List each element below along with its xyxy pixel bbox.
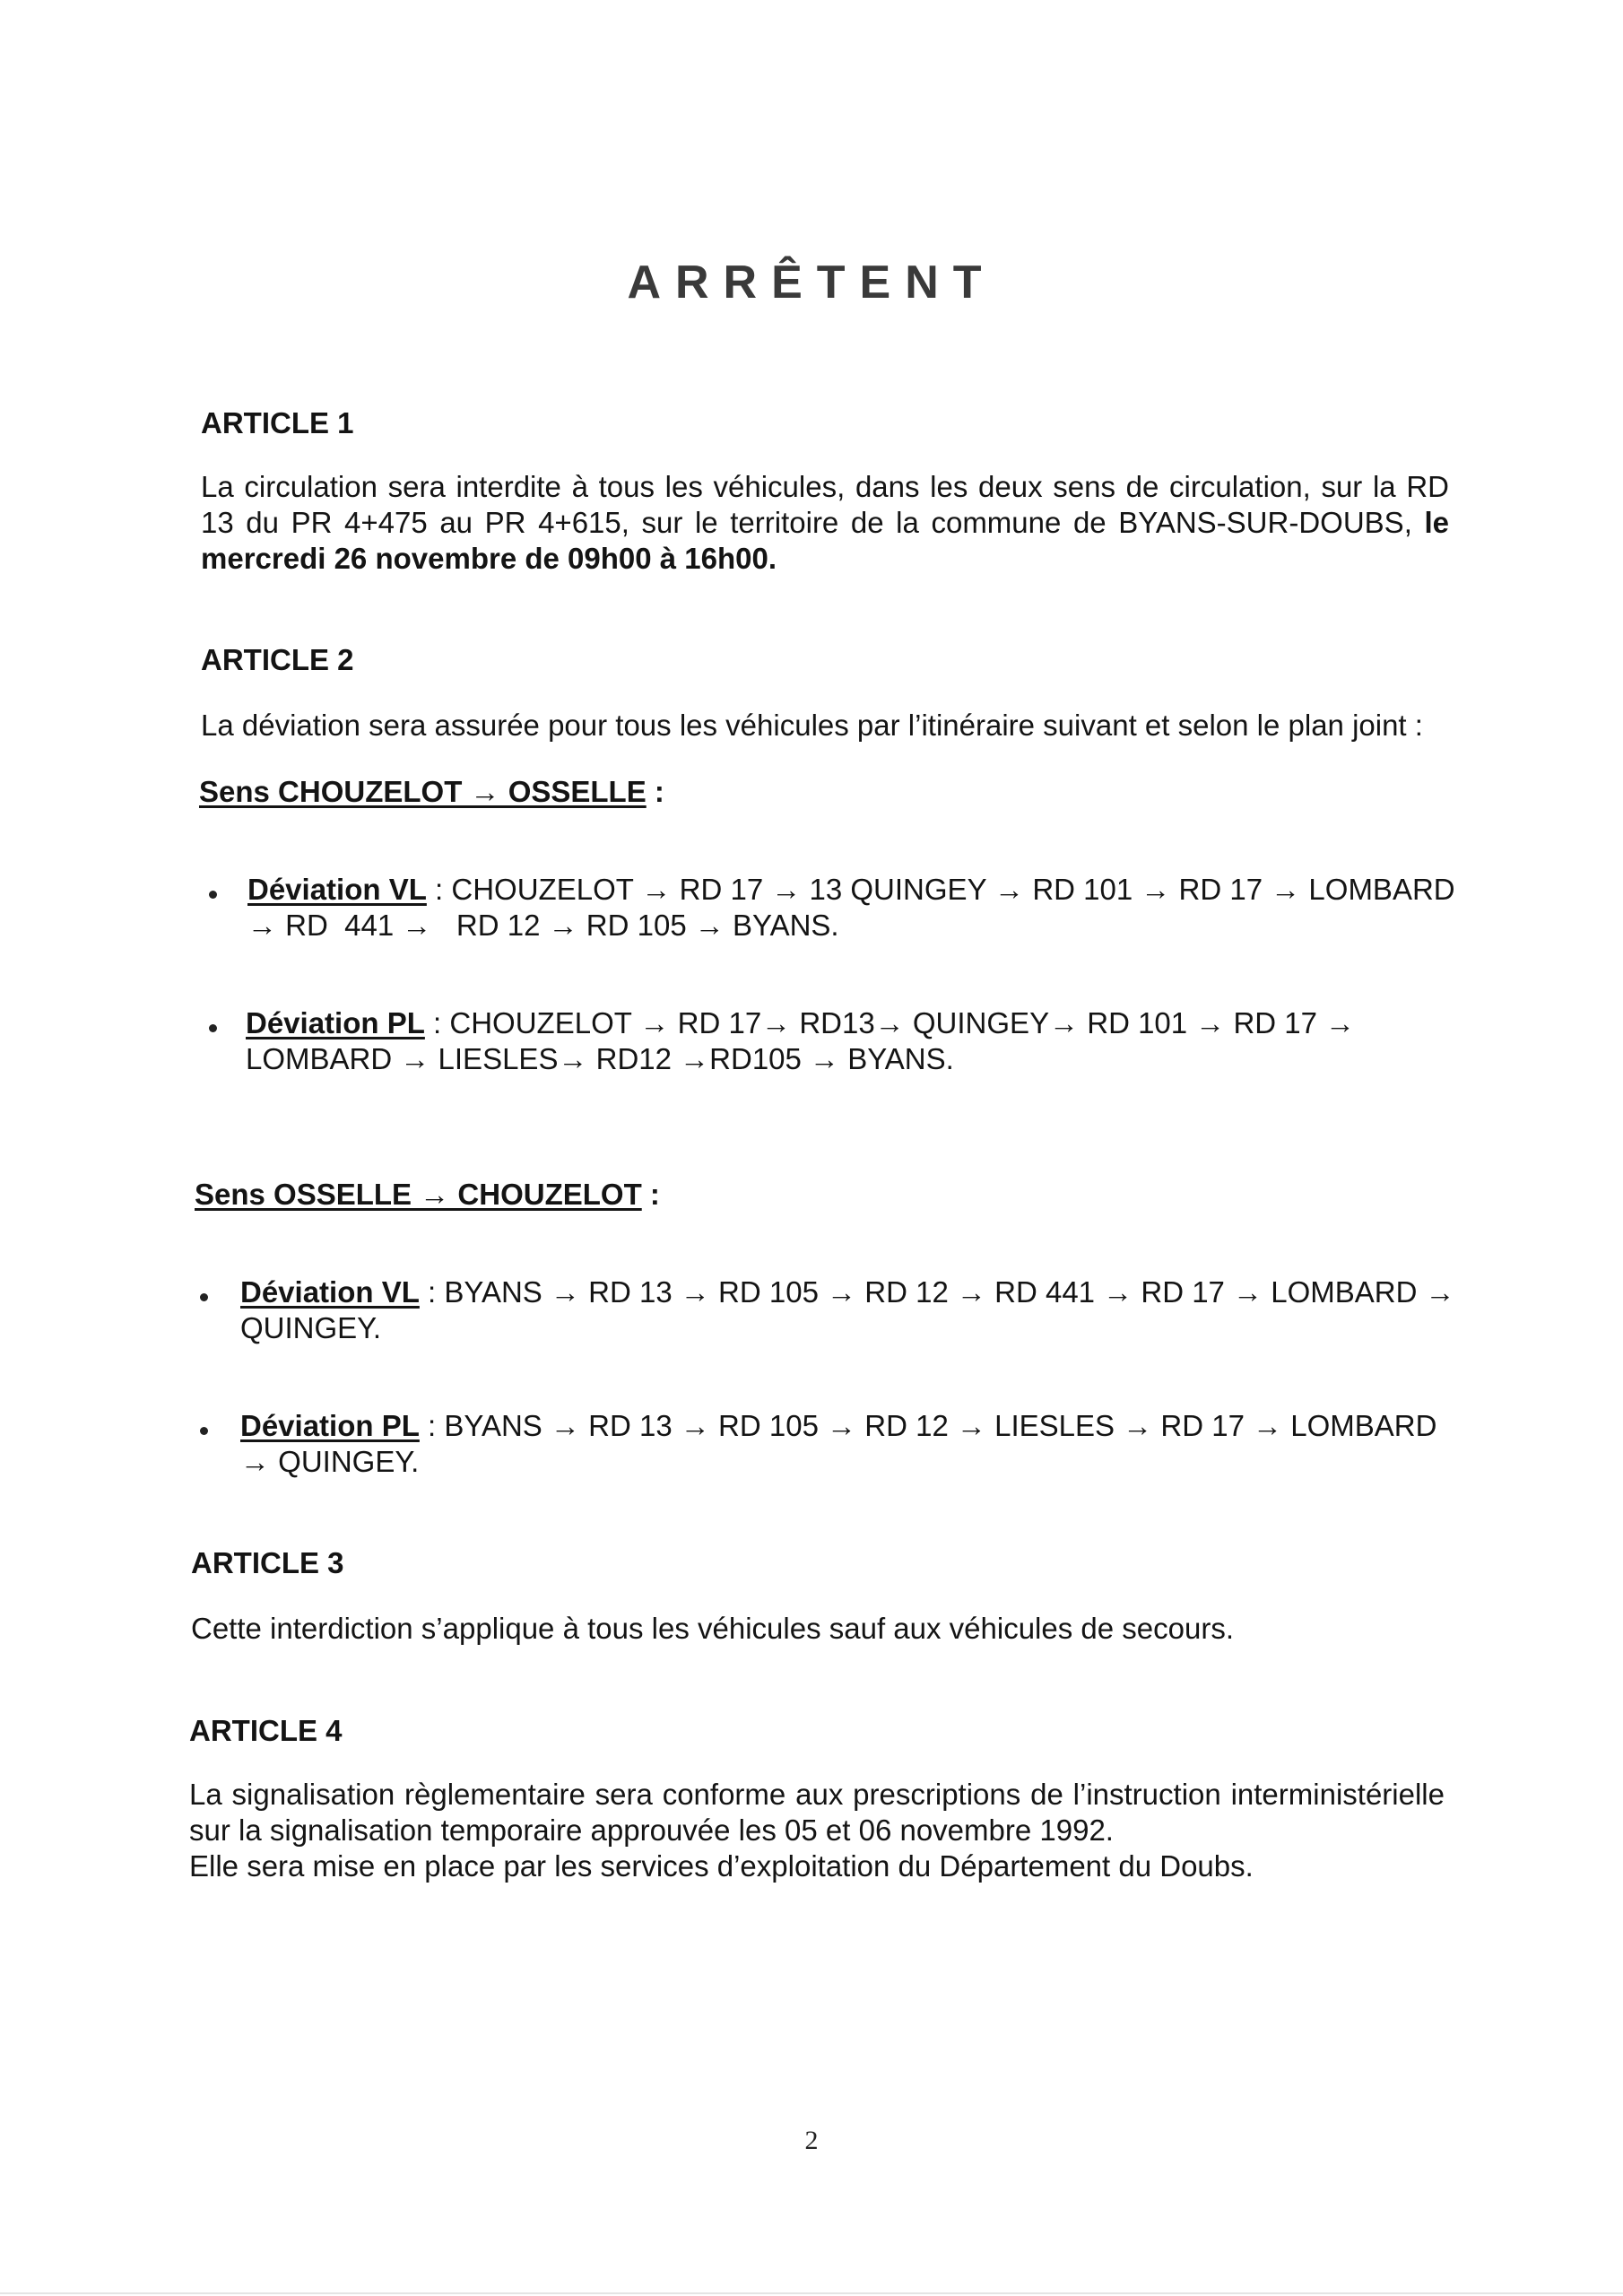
direction-2-colon: : — [641, 1178, 660, 1211]
direction-2-pl — [240, 1408, 1436, 1480]
article-2-intro: La déviation sera assurée pour tous les véhicules par l’itinéraire suivant et selon le plan joint : — [201, 709, 1423, 742]
direction-1-colon: : — [646, 775, 664, 808]
scan-edge-divider — [0, 2292, 1623, 2294]
bullet-icon — [200, 1427, 208, 1435]
route-text: CHOUZELOT → RD 17→ RD13→ QUINGEY→ RD 101 → RD 17 → — [449, 1006, 1356, 1039]
separator: : — [419, 1275, 445, 1309]
article-1-heading: ARTICLE 1 — [201, 406, 354, 439]
separator: : — [419, 1409, 445, 1442]
direction-1-title: Sens CHOUZELOT → OSSELLE — [199, 775, 647, 808]
direction-1-label — [199, 774, 664, 810]
direction-1-vl — [247, 872, 1455, 944]
route-text: BYANS → RD 13 → RD 105 → RD 12 → LIESLES → RD 17 → LOMBARD — [444, 1409, 1437, 1442]
direction-1-vl-line2: → RD 441 → RD 12 → RD 105 → BYANS. — [247, 909, 839, 942]
bullet-icon — [209, 891, 217, 899]
article-1-body — [201, 469, 1449, 577]
direction-1-pl — [246, 1005, 1355, 1077]
deviation-vl-label: Déviation VL — [240, 1275, 420, 1309]
deviation-pl-label: Déviation PL — [240, 1409, 420, 1442]
article-2-heading: ARTICLE 2 — [201, 643, 354, 676]
article-1-date: le mercredi 26 novembre de 09h00 à 16h00. — [201, 506, 1450, 575]
page-title: ARRÊTENT — [627, 257, 996, 309]
direction-2-label — [195, 1177, 660, 1213]
direction-1-pl-line2: LOMBARD → LIESLES→ RD12 →RD105 → BYANS. — [246, 1042, 954, 1075]
route-text: BYANS → RD 13 → RD 105 → RD 12 → RD 441 → RD 17 → LOMBARD → — [444, 1275, 1455, 1309]
deviation-pl-label: Déviation PL — [246, 1006, 425, 1039]
article-4-heading: ARTICLE 4 — [189, 1714, 343, 1747]
bullet-icon — [209, 1024, 217, 1032]
article-1-text: La circulation sera interdite à tous les véhicules, dans les deux sens de circulation, sur la RD 13 du PR 4+475 au PR 4+615, sur le territoire de la commune de BYANS-SUR-DOUBS, — [201, 470, 1449, 539]
page-number: 2 — [804, 2126, 819, 2155]
bullet-icon — [200, 1293, 208, 1301]
direction-2-vl-line2: QUINGEY. — [240, 1311, 382, 1344]
article-4-body-2: Elle sera mise en place par les services d’exploitation du Département du Doubs. — [189, 1849, 1254, 1883]
direction-2-vl — [240, 1274, 1455, 1346]
article-3-heading: ARTICLE 3 — [191, 1546, 344, 1579]
direction-2-title: Sens OSSELLE → CHOUZELOT — [195, 1178, 642, 1211]
direction-2-vl-line1 — [240, 1274, 1455, 1310]
article-4-body: La signalisation règlementaire sera conforme aux prescriptions de l’instruction interministérielle sur la signalisation temporaire approuvée les 05 et 06 novembre 1992. — [189, 1778, 1445, 1847]
article-3-body: Cette interdiction s’applique à tous les véhicules sauf aux véhicules de secours. — [191, 1612, 1234, 1645]
direction-1-vl-line1 — [247, 872, 1455, 908]
separator: : — [424, 1006, 450, 1039]
direction-2-pl-line2: → QUINGEY. — [240, 1445, 420, 1478]
direction-2-pl-line1 — [240, 1408, 1436, 1444]
deviation-vl-label: Déviation VL — [247, 873, 427, 906]
direction-1-pl-line1 — [246, 1005, 1355, 1041]
route-text: CHOUZELOT → RD 17 → 13 QUINGEY → RD 101 → RD 17 → LOMBARD — [451, 873, 1455, 906]
separator: : — [426, 873, 452, 906]
